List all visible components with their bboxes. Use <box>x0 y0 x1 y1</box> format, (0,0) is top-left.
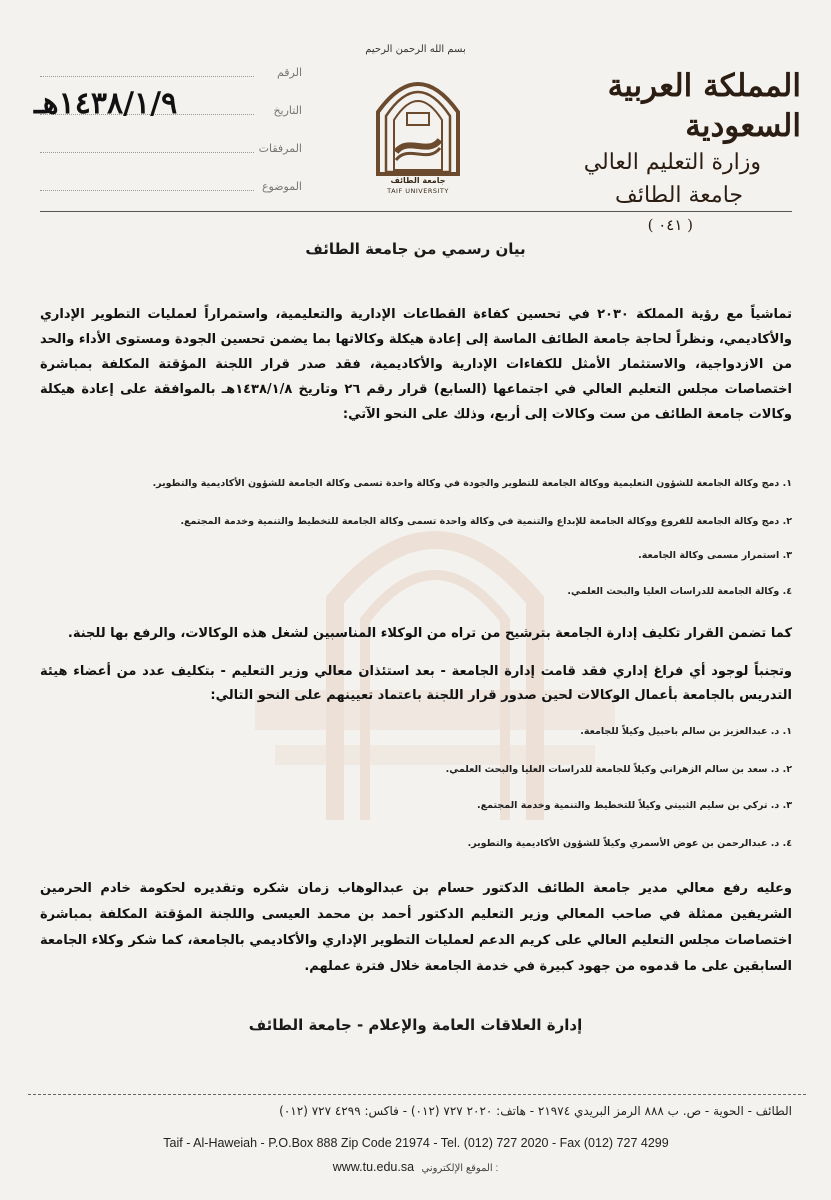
field-dotted-line <box>40 190 254 191</box>
logo-caption-english: TAIF UNIVERSITY <box>387 187 449 195</box>
list-item: ٣. د. تركي بن سليم الثبيتي وكيلاً للتخطيط والتنمية وخدمة المجتمع. <box>477 800 792 811</box>
ministry-name: وزارة التعليم العالي <box>583 150 761 175</box>
statement-title: بيان رسمي من جامعة الطائف <box>305 240 526 258</box>
university-name: جامعة الطائف <box>615 183 743 208</box>
assignment-paragraph: وتجنباً لوجود أي فراغ إداري فقد قامت إدارة الجامعة - بعد استئذان معالي وزير التعليم - بتكليف عدد من أعضاء هيئة التدريس بالجامعة بأعمال الوكالات لحين صدور قرار اللجنة باعتماد تعيينهم على النحو التالي: <box>40 664 792 703</box>
footer-address-arabic: الطائف - الحوية - ص. ب ٨٨٨ الرمز البريدي ٢١٩٧٤ - هاتف: ٢٠٢٠ ٧٢٧ (٠١٢) - فاكس: ٤٢٩٩ ٧٢٧ (٠١٢) <box>279 1104 792 1118</box>
field-attachments <box>40 142 302 180</box>
footer-website <box>0 1160 831 1174</box>
logo-caption-arabic: جامعة الطائف <box>390 176 446 185</box>
list-item: ١. دمج وكالة الجامعة للشؤون التعليمية ووكالة الجامعة للتطوير والجودة في وكالة واحدة تسمى وكالة الجامعة للشؤون الأكاديمية والتطوير. <box>152 478 792 489</box>
decision-paragraph: كما تضمن القرار تكليف إدارة الجامعة بترشيح من تراه من الوكلاء المناسبين لشغل هذه الوكالات، والرفع بها للجنة. <box>67 626 792 641</box>
kingdom-name: المملكة العربية السعودية <box>607 68 801 144</box>
field-dotted-line <box>40 76 254 77</box>
intro-paragraph: تماشياً مع رؤية المملكة ٢٠٣٠ في تحسين كفاءة القطاعات الإدارية والتعليمية، واستمراراً لعمليات التطوير الإداري والأكاديمي، ونظراً لحاجة جامعة الطائف الماسة إلى إعادة هيكلة وكالاتها بما يضمن تحسين الجودة ومستوى الأداء والحد من الازدواجية، والاستثمار الأمثل للكفاءات الإدارية والأكاديمية، فقد صدر قرار اللجنة المؤقتة المكلفة بمباشرة اختصاصات مجلس التعليم العالي في اجتماعها (السابع) قرار رقم ٢٦ وتاريخ ١٤٣٨/١/٨هـ بالموافقة على إعادة هيكلة وكالات جامعة الطائف من ست وكالات إلى أربع، وذلك على النحو الآتي: <box>40 307 792 422</box>
handwritten-date: ١٤٣٨/١/٩هـ <box>34 86 178 121</box>
website-label: الموقع الإلكتروني : <box>421 1163 499 1174</box>
field-label: المرفقات <box>258 142 302 155</box>
website-link[interactable]: www.tu.edu.sa <box>332 1160 415 1174</box>
header-divider <box>40 211 792 212</box>
list-item: ٣. استمرار مسمى وكالة الجامعة. <box>638 550 792 561</box>
list-item: ٤. د. عبدالرحمن بن عوض الأسمري وكيلاً للشؤون الأكاديمية والتطوير. <box>467 838 792 849</box>
thanks-paragraph: وعليه رفع معالي مدير جامعة الطائف الدكتور حسام بن عبدالوهاب زمان شكره وتقديره لحكومة خادم الحرمين الشريفين ممثلة في صاحب المعالي وزير التعليم الدكتور أحمد بن محمد العيسى واللجنة المؤقتة المكلفة بمباشرة اختصاصات مجلس التعليم العالي على كريم الدعم لعمليات التطوير الإداري والأكاديمي بالجامعة، كما شكر وكلاء الجامعة السابقين على ما قدموه من جهود كبيرة في خدمة الجامعة خلال فترة عملهم. <box>40 881 792 974</box>
field-label: الموضوع <box>261 180 302 193</box>
footer-divider <box>28 1094 806 1095</box>
list-item: ١. د. عبدالعزيز بن سالم باحبيل وكيلاً للجامعة. <box>580 726 792 737</box>
list-item: ٤. وكالة الجامعة للدراسات العليا والبحث العلمي. <box>567 586 792 597</box>
list-item: ٢. دمج وكالة الجامعة للفروع ووكالة الجامعة للإبداع والتنمية في وكالة واحدة تسمى وكالة الجامعة للتخطيط والتنمية وخدمة المجتمع. <box>180 516 792 527</box>
field-label: التاريخ <box>273 104 302 117</box>
field-label: الرقم <box>276 66 302 79</box>
list-item: ٢. د. سعد بن سالم الزهراني وكيلاً للجامعة للدراسات العليا والبحث العلمي. <box>445 764 792 775</box>
university-code: ( ٠٤١ ) <box>647 216 693 234</box>
issuer-signature: إدارة العلاقات العامة والإعلام - جامعة الطائف <box>248 1016 583 1034</box>
letterhead-calligraphy <box>531 66 801 238</box>
field-subject <box>40 180 302 218</box>
footer-address-english: Taif - Al-Haweiah - P.O.Box 888 Zip Code 21974 - Tel. (012) 727 2020 - Fax (012) 727 4299 <box>163 1136 669 1150</box>
field-dotted-line <box>40 152 254 153</box>
bismillah: بسم الله الرحمن الرحيم <box>365 44 466 55</box>
